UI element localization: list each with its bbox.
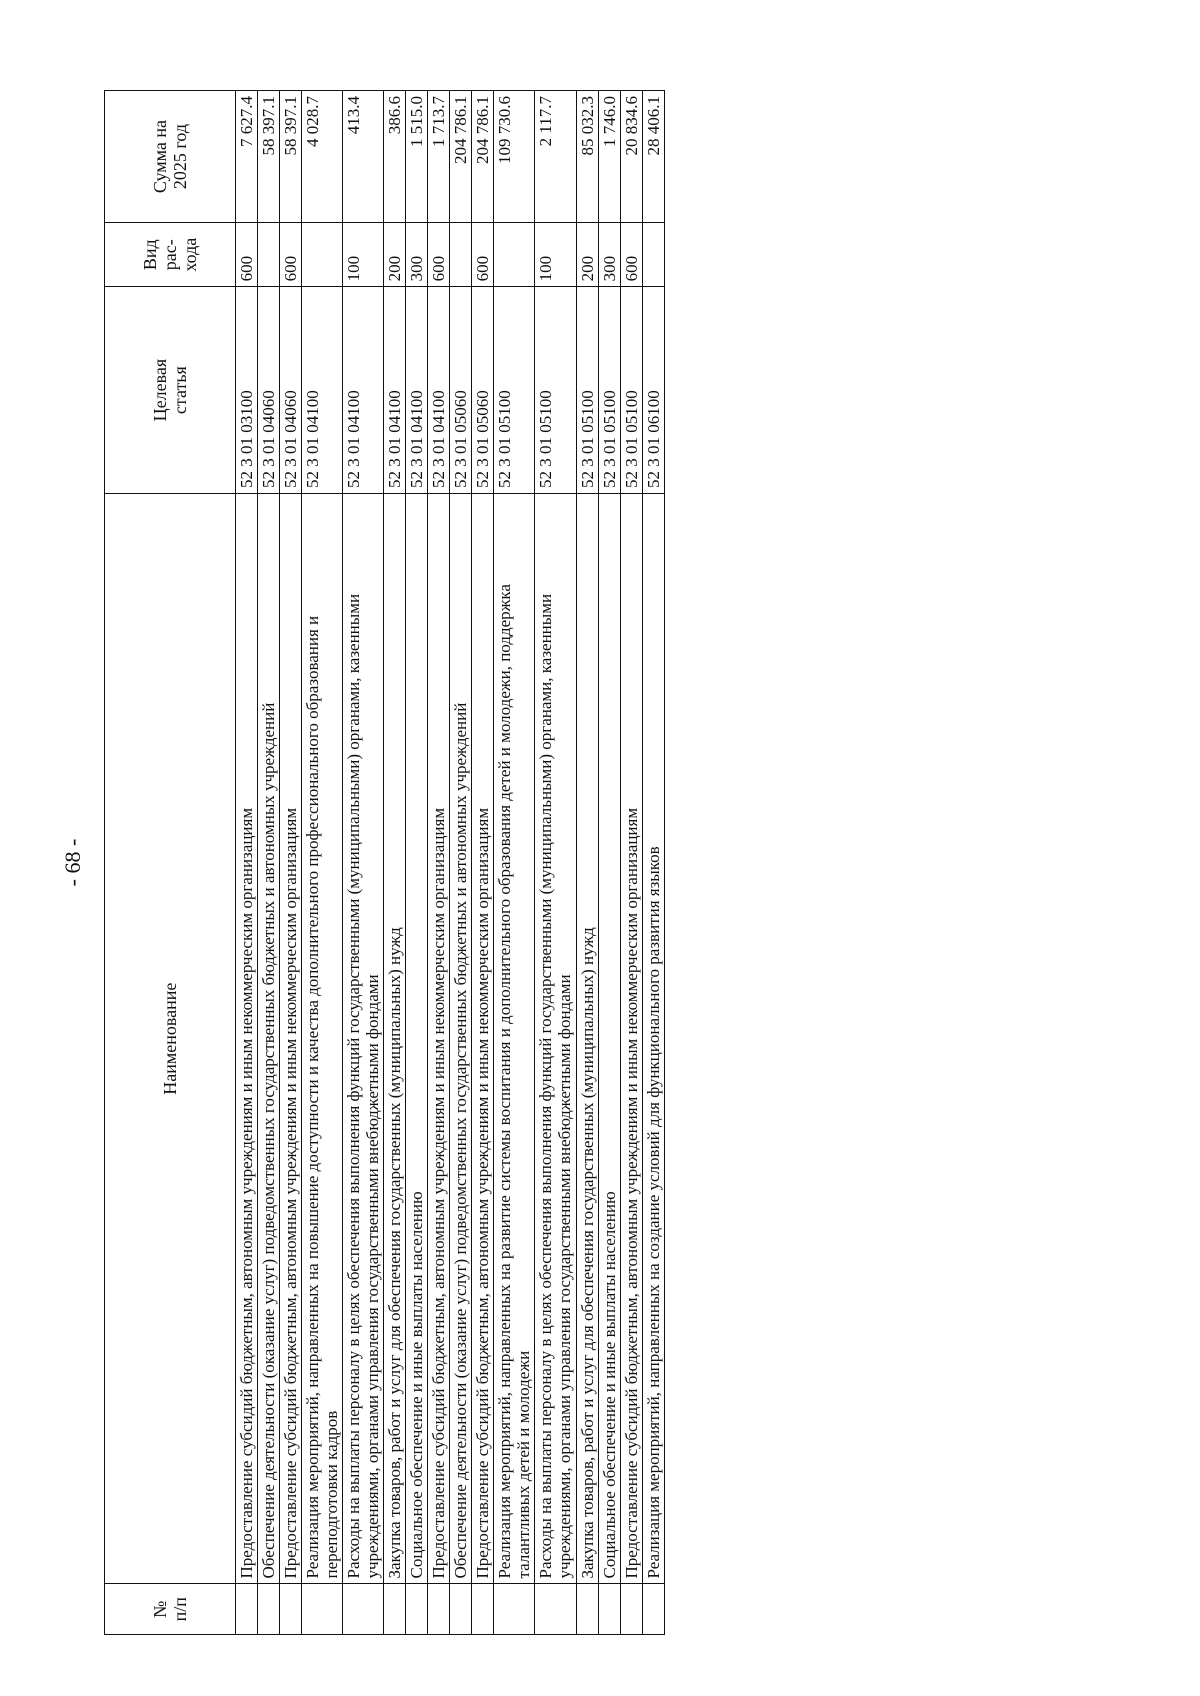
row-amount: 413.4 bbox=[343, 91, 384, 223]
table-body bbox=[236, 91, 665, 1635]
row-expense-type: 600 bbox=[472, 223, 494, 287]
table-row bbox=[406, 91, 428, 1635]
row-name: Расходы на выплаты персоналу в целях обеспечения выполнения функций государственными (муниципальными) органами, казенными учреждениями, органами управления государственными внебюджетными фондами bbox=[343, 493, 384, 1584]
row-number bbox=[280, 1584, 302, 1635]
row-number bbox=[302, 1584, 343, 1635]
row-name: Реализация мероприятий, направленных на повышение доступности и качества дополнительного профессионального образования и переподготовки кадров bbox=[302, 493, 343, 1584]
row-name: Социальное обеспечение и иные выплаты населению bbox=[406, 493, 428, 1584]
row-name: Предоставление субсидий бюджетным, автономным учреждениям и иным некоммерческим организациям bbox=[620, 493, 642, 1584]
rotated-content bbox=[60, 90, 1120, 1635]
row-amount: 109 730.6 bbox=[494, 91, 535, 223]
row-number bbox=[576, 1584, 598, 1635]
row-expense-type bbox=[302, 223, 343, 287]
table-row bbox=[280, 91, 302, 1635]
table-row bbox=[343, 91, 384, 1635]
row-number bbox=[472, 1584, 494, 1635]
row-number bbox=[598, 1584, 620, 1635]
row-target-code: 52 3 01 05100 bbox=[535, 287, 576, 494]
row-target-code: 52 3 01 05100 bbox=[598, 287, 620, 494]
row-amount: 386.6 bbox=[384, 91, 406, 223]
row-name: Предоставление субсидий бюджетным, автономным учреждениям и иным некоммерческим организациям bbox=[428, 493, 450, 1584]
row-name: Закупка товаров, работ и услуг для обеспечения государственных (муниципальных) нужд bbox=[384, 493, 406, 1584]
row-number bbox=[236, 1584, 258, 1635]
header-code: Целевая статья bbox=[105, 287, 236, 494]
row-target-code: 52 3 01 04100 bbox=[406, 287, 428, 494]
row-number bbox=[642, 1584, 664, 1635]
table-row bbox=[494, 91, 535, 1635]
row-amount: 1 713.7 bbox=[428, 91, 450, 223]
row-name: Закупка товаров, работ и услуг для обеспечения государственных (муниципальных) нужд bbox=[576, 493, 598, 1584]
row-target-code: 52 3 01 05100 bbox=[576, 287, 598, 494]
table-row bbox=[236, 91, 258, 1635]
row-target-code: 52 3 01 05060 bbox=[472, 287, 494, 494]
row-expense-type: 600 bbox=[280, 223, 302, 287]
row-amount: 20 834.6 bbox=[620, 91, 642, 223]
table-row bbox=[620, 91, 642, 1635]
row-amount: 1 746.0 bbox=[598, 91, 620, 223]
row-amount: 204 786.1 bbox=[450, 91, 472, 223]
row-number bbox=[258, 1584, 280, 1635]
row-target-code: 52 3 01 05060 bbox=[450, 287, 472, 494]
table-row bbox=[598, 91, 620, 1635]
row-amount: 28 406.1 bbox=[642, 91, 664, 223]
table-row bbox=[258, 91, 280, 1635]
row-target-code: 52 3 01 04100 bbox=[428, 287, 450, 494]
table-row bbox=[576, 91, 598, 1635]
row-expense-type bbox=[642, 223, 664, 287]
row-expense-type: 300 bbox=[598, 223, 620, 287]
row-target-code: 52 3 01 06100 bbox=[642, 287, 664, 494]
row-expense-type bbox=[450, 223, 472, 287]
row-expense-type: 100 bbox=[535, 223, 576, 287]
row-expense-type bbox=[494, 223, 535, 287]
row-target-code: 52 3 01 04100 bbox=[343, 287, 384, 494]
row-number bbox=[406, 1584, 428, 1635]
row-name: Расходы на выплаты персоналу в целях обеспечения выполнения функций государственными (муниципальными) органами, казенными учреждениями, органами управления государственными внебюджетными фондами bbox=[535, 493, 576, 1584]
table-row bbox=[428, 91, 450, 1635]
row-name: Обеспечение деятельности (оказание услуг) подведомственных государственных бюджетных и автономных учреждений bbox=[450, 493, 472, 1584]
table-row bbox=[302, 91, 343, 1635]
row-target-code: 52 3 01 04100 bbox=[302, 287, 343, 494]
header-name: Наименование bbox=[105, 493, 236, 1584]
row-target-code: 52 3 01 05100 bbox=[494, 287, 535, 494]
row-number bbox=[494, 1584, 535, 1635]
table-row bbox=[384, 91, 406, 1635]
row-expense-type bbox=[258, 223, 280, 287]
row-amount: 58 397.1 bbox=[258, 91, 280, 223]
row-amount: 2 117.7 bbox=[535, 91, 576, 223]
row-target-code: 52 3 01 03100 bbox=[236, 287, 258, 494]
header-sum: Сумма на 2025 год bbox=[105, 91, 236, 223]
row-amount: 4 028.7 bbox=[302, 91, 343, 223]
row-name: Предоставление субсидий бюджетным, автономным учреждениям и иным некоммерческим организациям bbox=[280, 493, 302, 1584]
row-expense-type: 600 bbox=[236, 223, 258, 287]
header-num: № п/п bbox=[105, 1584, 236, 1635]
budget-table bbox=[104, 90, 665, 1635]
row-amount: 204 786.1 bbox=[472, 91, 494, 223]
row-name: Предоставление субсидий бюджетным, автономным учреждениям и иным некоммерческим организациям bbox=[472, 493, 494, 1584]
row-name: Реализация мероприятий, направленных на развитие системы воспитания и дополнительного образования детей и молодежи, поддержка талантливых детей и молодежи bbox=[494, 493, 535, 1584]
row-expense-type: 300 bbox=[406, 223, 428, 287]
row-number bbox=[450, 1584, 472, 1635]
row-number bbox=[384, 1584, 406, 1635]
table-row bbox=[472, 91, 494, 1635]
row-name: Реализация мероприятий, направленных на создание условий для функционального развития языков bbox=[642, 493, 664, 1584]
table-row bbox=[450, 91, 472, 1635]
table-header-row bbox=[105, 91, 236, 1635]
row-number bbox=[428, 1584, 450, 1635]
row-name: Обеспечение деятельности (оказание услуг) подведомственных государственных бюджетных и автономных учреждений bbox=[258, 493, 280, 1584]
row-name: Предоставление субсидий бюджетным, автономным учреждениям и иным некоммерческим организациям bbox=[236, 493, 258, 1584]
row-expense-type: 200 bbox=[576, 223, 598, 287]
table-row bbox=[535, 91, 576, 1635]
row-expense-type: 100 bbox=[343, 223, 384, 287]
row-target-code: 52 3 01 04100 bbox=[384, 287, 406, 494]
row-number bbox=[535, 1584, 576, 1635]
row-amount: 7 627.4 bbox=[236, 91, 258, 223]
row-amount: 58 397.1 bbox=[280, 91, 302, 223]
row-target-code: 52 3 01 04060 bbox=[280, 287, 302, 494]
page-number: - 68 - bbox=[60, 838, 85, 887]
row-amount: 85 032.3 bbox=[576, 91, 598, 223]
row-target-code: 52 3 01 04060 bbox=[258, 287, 280, 494]
table-row bbox=[642, 91, 664, 1635]
row-number bbox=[343, 1584, 384, 1635]
row-target-code: 52 3 01 05100 bbox=[620, 287, 642, 494]
row-amount: 1 515.0 bbox=[406, 91, 428, 223]
row-number bbox=[620, 1584, 642, 1635]
row-expense-type: 200 bbox=[384, 223, 406, 287]
row-expense-type: 600 bbox=[428, 223, 450, 287]
header-type: Вид рас- хода bbox=[105, 223, 236, 287]
row-expense-type: 600 bbox=[620, 223, 642, 287]
row-name: Социальное обеспечение и иные выплаты населению bbox=[598, 493, 620, 1584]
